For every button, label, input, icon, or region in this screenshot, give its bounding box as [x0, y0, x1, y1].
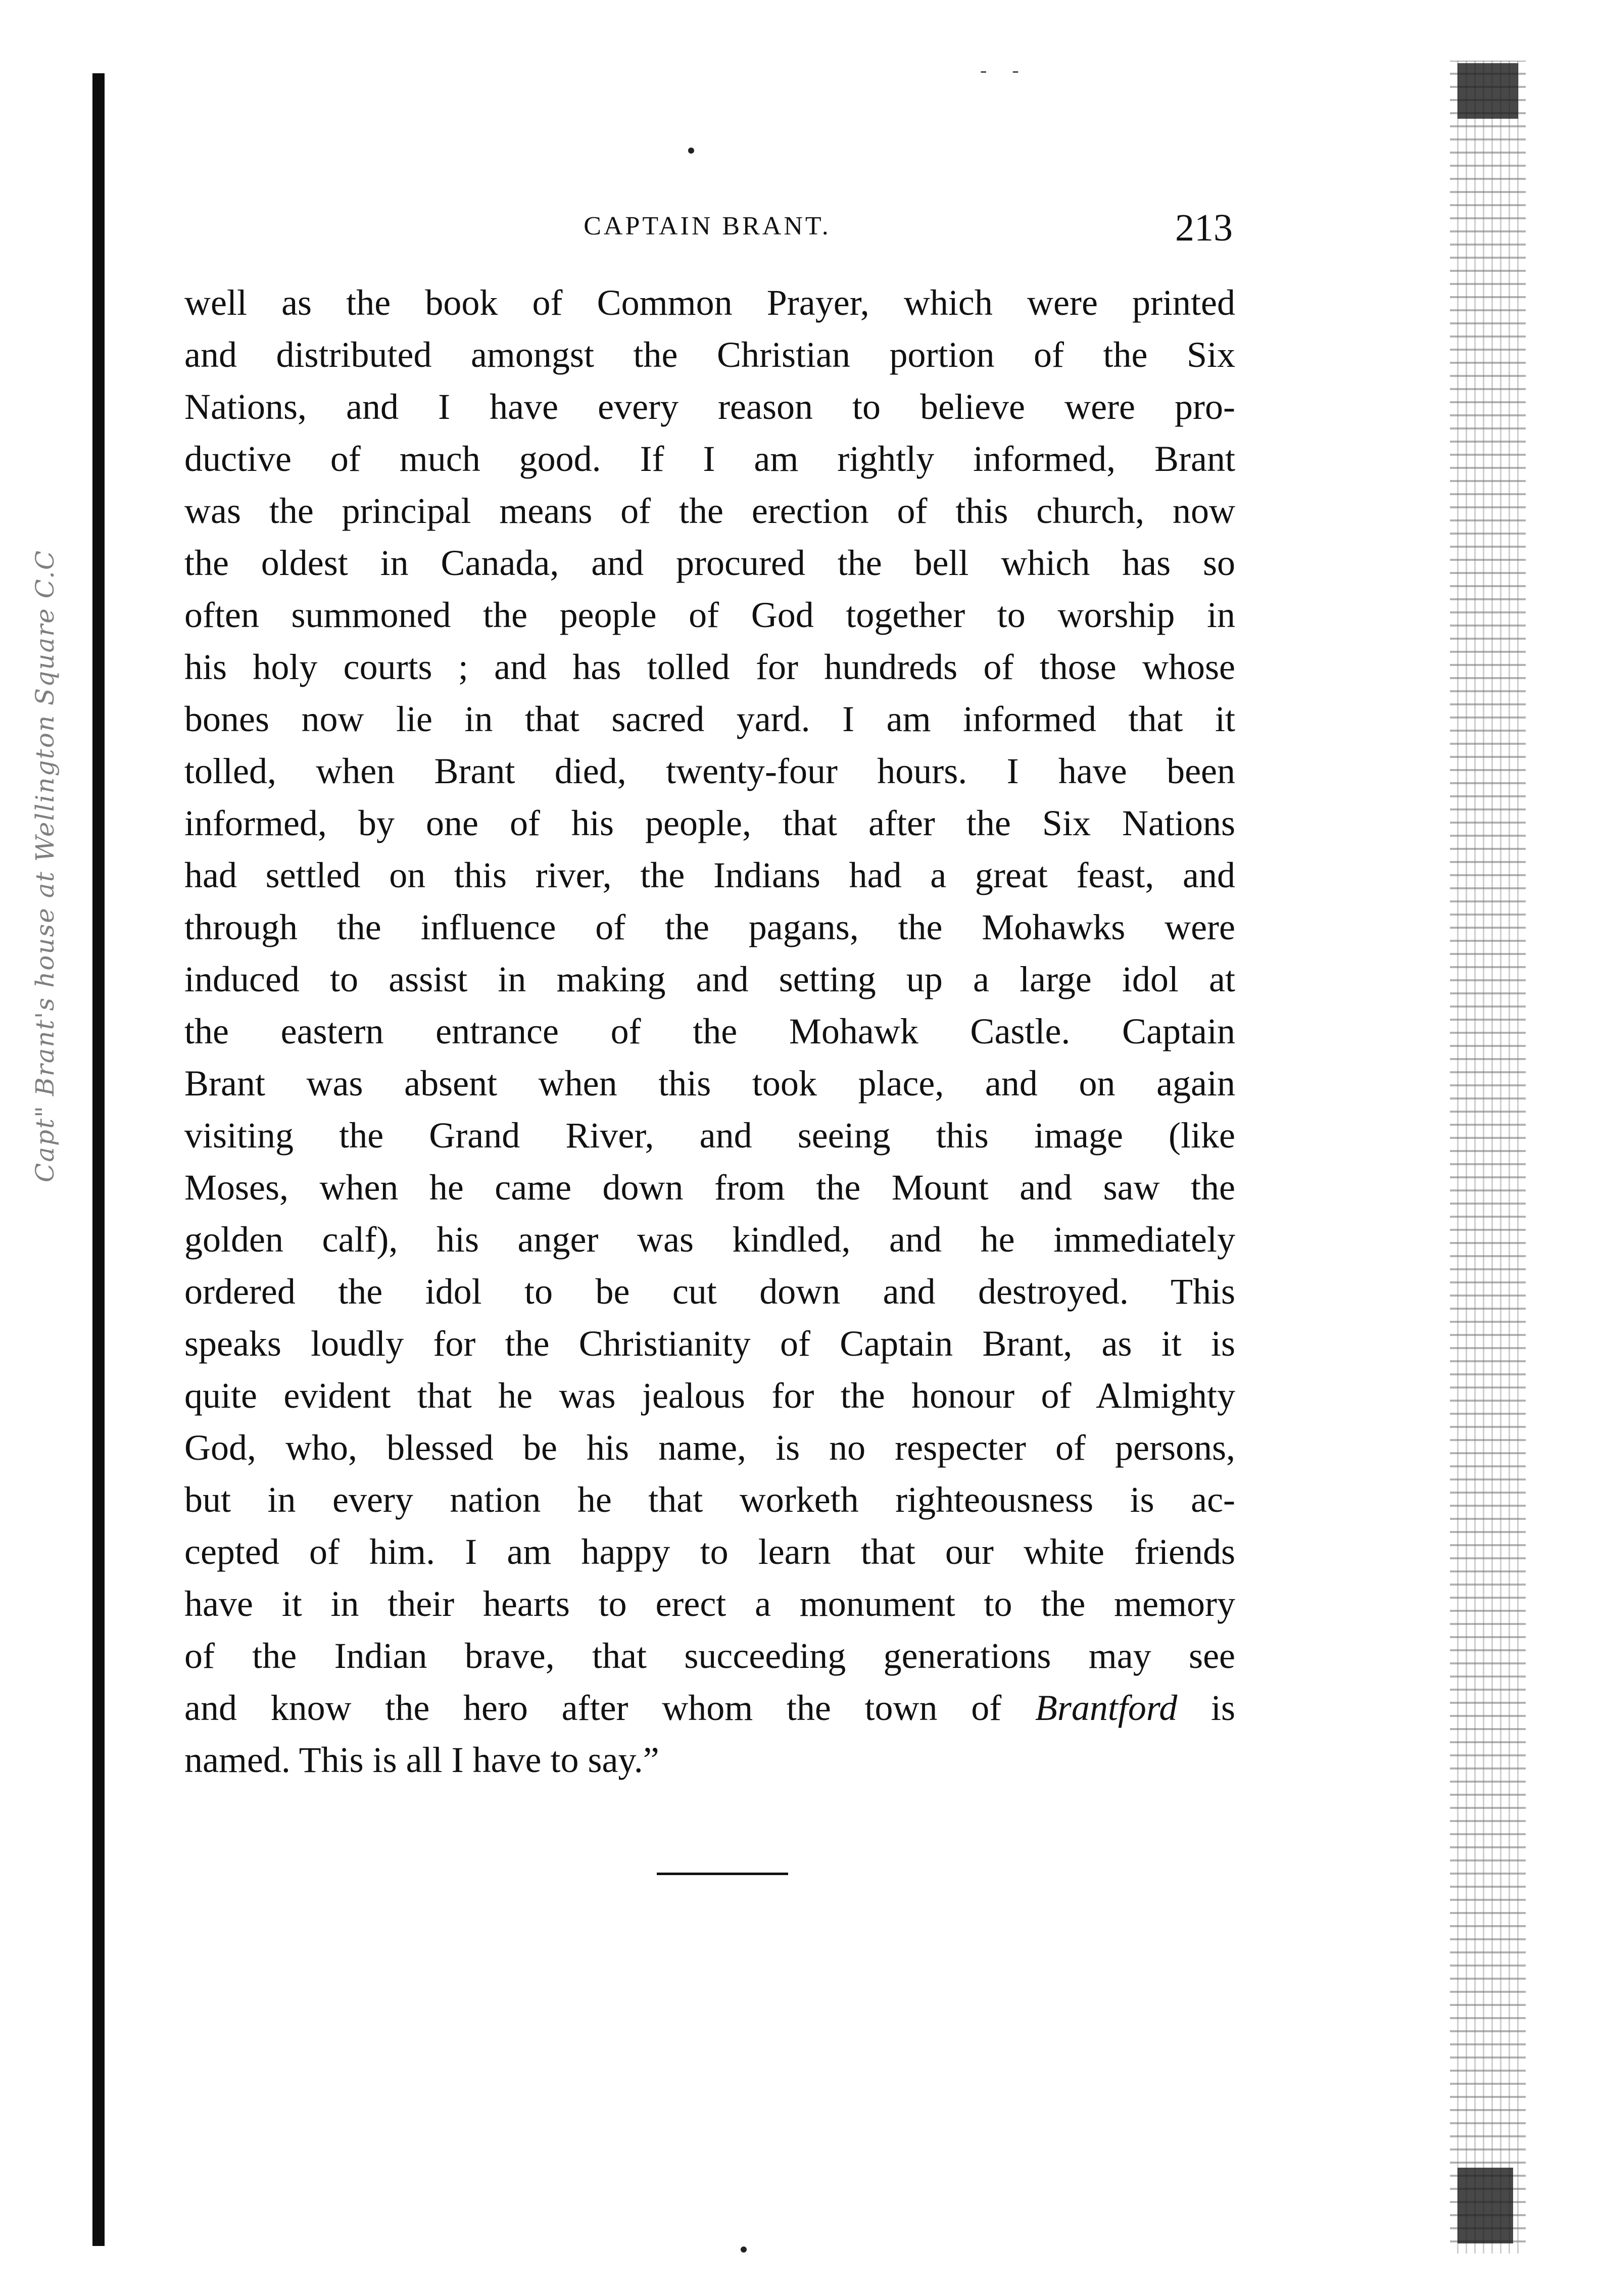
text-line: was the principal means of the erection of this church, now [184, 491, 1235, 531]
text-line: speaks loudly for the Christianity of Captain Brant, as it is [184, 1323, 1235, 1364]
text-line: ordered the idol to be cut down and destroyed. This [184, 1271, 1235, 1312]
text-line: and distributed amongst the Christian portion of the Six [184, 334, 1235, 375]
text-line: Nations, and I have every reason to believe were pro- [184, 387, 1235, 427]
text-line: his holy courts ; and has tolled for hundreds of those whose [184, 647, 1235, 687]
text-line: Brant was absent when this took place, and on again [184, 1063, 1235, 1104]
text-line: quite evident that he was jealous for the honour of Almighty [184, 1375, 1235, 1416]
text-line: through the influence of the pagans, the Mohawks were [184, 907, 1235, 947]
text-line: cepted of him. I am happy to learn that our white friends [184, 1532, 1235, 1572]
text-line: of the Indian brave, that succeeding generations may see [184, 1636, 1235, 1676]
body-text [184, 277, 1235, 1786]
text-line-with-italic [184, 1682, 1235, 1734]
binding-edge [92, 73, 105, 2246]
stray-marks-top: - - [980, 59, 1029, 81]
text-line: God, who, blessed be his name, is no respecter of persons, [184, 1427, 1235, 1468]
text-line: the oldest in Canada, and procured the bell which has so [184, 543, 1235, 583]
stray-dot [741, 2246, 747, 2253]
text-line: but in every nation he that worketh righteousness is ac- [184, 1479, 1235, 1520]
margin-handwritten-note: Capt" Brant's house at Wellington Square C.C [30, 549, 60, 1182]
text-line: ductive of much good. If I am rightly informed, Brant [184, 439, 1235, 479]
text-line-final: named. This is all I have to say.” [184, 1740, 659, 1780]
page-number: 213 [1175, 207, 1233, 249]
text-line: Moses, when he came down from the Mount and saw the [184, 1167, 1235, 1208]
text-line: informed, by one of his people, that after the Six Nations [184, 803, 1235, 843]
text-line: tolled, when Brant died, twenty-four hours. I have been [184, 751, 1235, 791]
scan-edge-shadow-bottom [1458, 2168, 1513, 2243]
text-line: bones now lie in that sacred yard. I am informed that it [184, 699, 1235, 739]
text-line: the eastern entrance of the Mohawk Castle. Captain [184, 1011, 1235, 1051]
text-line: often summoned the people of God together to worship in [184, 595, 1235, 635]
text-line: had settled on this river, the Indians had a great feast, and [184, 855, 1235, 895]
text-line: well as the book of Common Prayer, which were printed [184, 282, 1235, 323]
running-head: CAPTAIN BRANT. [584, 212, 831, 241]
text-line: golden calf), his anger was kindled, and he immediately [184, 1219, 1235, 1260]
text-segment: and know the hero after whom the town of [184, 1688, 1035, 1728]
text-line: visiting the Grand River, and seeing this image (like [184, 1115, 1235, 1156]
text-line: induced to assist in making and setting up a large idol at [184, 959, 1235, 999]
scan-edge-shadow-top [1458, 63, 1518, 119]
page-header [182, 206, 1233, 262]
stray-dot [688, 148, 694, 154]
italic-place-name: Brantford [1035, 1688, 1178, 1728]
text-line: have it in their hearts to erect a monument to the memory [184, 1584, 1235, 1624]
scan-edge-texture [1450, 61, 1526, 2254]
text-segment: is [1177, 1688, 1235, 1728]
section-end-rule [657, 1873, 788, 1875]
